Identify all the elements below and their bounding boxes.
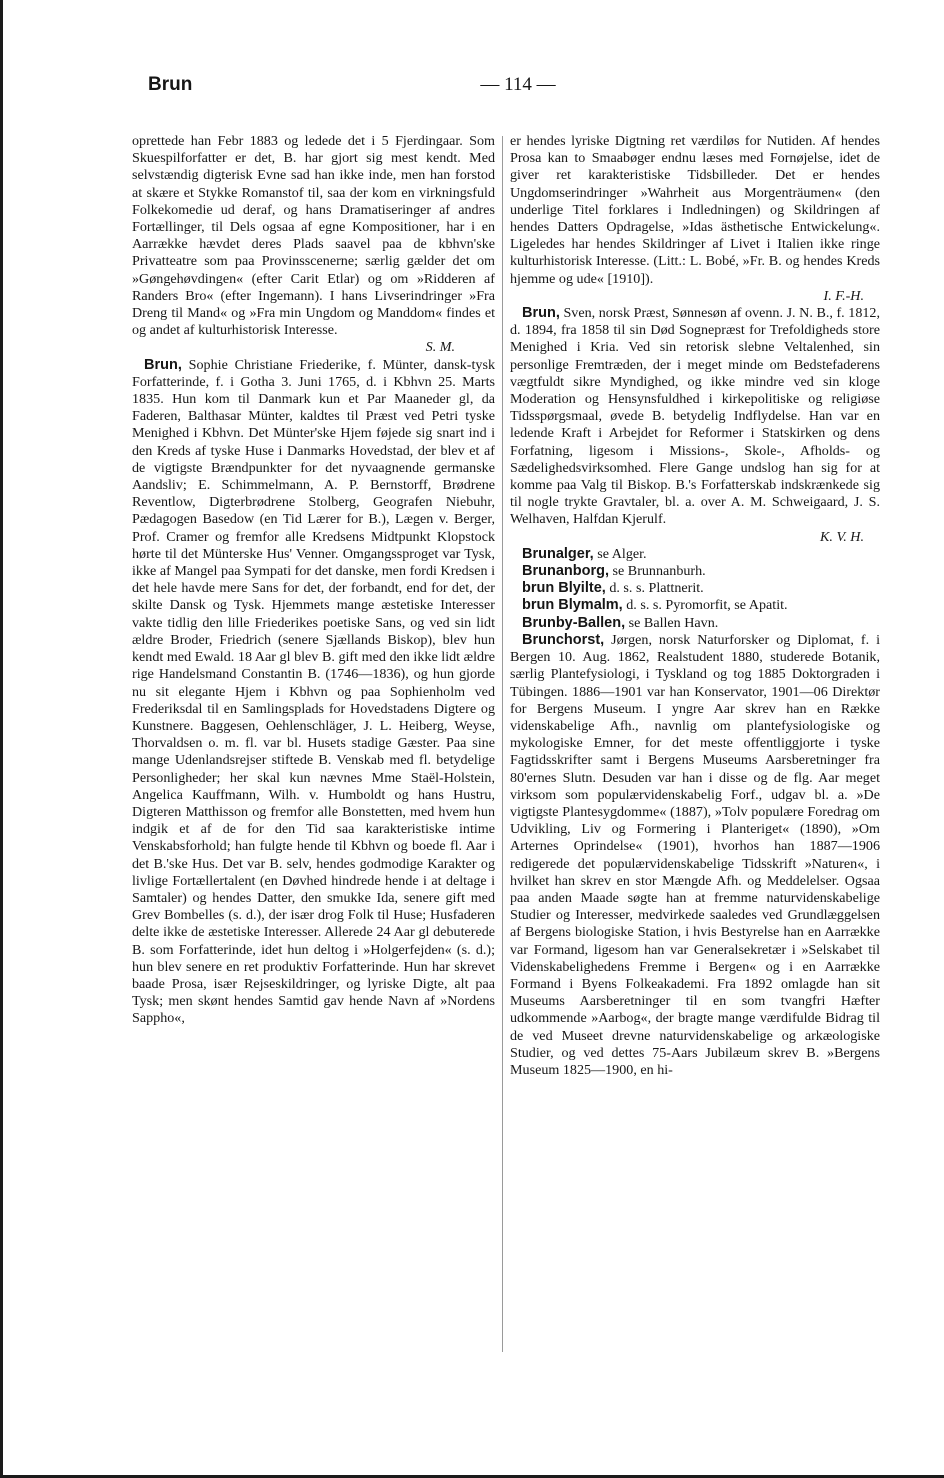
- cross-reference: se Brunnanburh.: [612, 563, 706, 580]
- entry-brunalger: [510, 546, 880, 563]
- cross-reference: d. s. s. Plattnerit.: [609, 580, 704, 597]
- entry-headword: Brunby-Ballen,: [522, 614, 626, 631]
- entry-headword: brun Blymalm,: [522, 597, 623, 614]
- entry-headword: Brunanborg,: [522, 563, 609, 580]
- continued-paragraph: [132, 133, 495, 357]
- entry-headword: Brunchorst,: [522, 631, 605, 648]
- continued-paragraph: [510, 133, 880, 305]
- entry-headword: Brunalger,: [522, 545, 594, 562]
- author-signature: S. M.: [425, 339, 455, 356]
- scan-edge-left: [0, 0, 3, 1478]
- entry-text: Jørgen, norsk Naturforsker og Diplomat, f. i Bergen 10. Aug. 1862, Realstudent 1880, studerede Botanik, særlig Plantefysiologi, i Tyskland og tog 1885 Doktorgraden i Tübingen. 1886—1901 var han Konservator, 1901—06 Direktør for Bergens Museum. I yngre Aar skrev han en Række videnskabelige Afh., navnlig om plantefysiologiske og mykologiske Emner, for det meste offentliggjorte i tyske Fagtidsskrifter samt i Bergens Museums Aarsberetninger fra 80'ernes Slutn. Desuden var han i disse og de flg. Aar meget virksom som populærvidenskabelig Forf., udgav bl. a. »De vigtigste Plantesygdomme« (1887), »Tolv populære Foredrag om Udvikling, Liv og Formering i Planteriget« (1890), »Om Arternes Oprindelse« (1901), hvorhos han 1887—1906 redigerede det populærvidenskabelige Tidsskrift »Naturen«, i hvilket han skrev en stor Mængde Afh. og Meddelelser. Ogsaa paa anden Maade søgte han at fremme naturvidenskabelige Studier og Interesser, medvirkede saaledes ved Grundlæggelsen af Bergens biologiske Station, i hvis Bestyrelse han en Aarrække var Formand, ligesom han var Generalsekretær i »Selskabet til Videnskabelighedens Fremme i Bergen« og i en Aarrække Formand i Byens Folkeakademi. Fra 1892 omlagde han sit Museums Aarsberetninger til en som tvangfri Hæfter udkommende »Aarbog«, der bragte mange værdifulde Bidrag til de ved Museet drevne naturvidenskabelige og arkæologiske Studier, og ved dettes 75-Aars Jubilæum skrev B. »Bergens Museum 1825—1900, en hi-: [510, 631, 880, 1078]
- entry-brunby-ballen: [510, 615, 880, 632]
- entry-sven-brun: [510, 305, 880, 546]
- cross-reference: d. s. s. Pyromorfit, se Apatit.: [626, 597, 788, 614]
- right-column: [510, 133, 880, 1079]
- entry-headword: brun Blyilte,: [522, 580, 606, 597]
- left-column: [132, 133, 495, 1028]
- entry-brunanborg: [510, 563, 880, 580]
- column-divider: [502, 136, 503, 1352]
- author-signature: K. V. H.: [820, 528, 864, 545]
- entry-text: Sven, norsk Præst, Sønnesøn af ovenn. J. N. B., f. 1812, d. 1894, fra 1858 til sin Død Sognepræst for Trefoldigheds store Menighed i Kria. Ved sin retorisk slebne Veltalenhed, sin personlige Fremtræden, der i meget minde om Bedstefaderens vægtfuldt sikre Myndighed, og ikke mindre ved sin kloge Moderation og Hensynsfuldhed i kirkepolitiske og religiøse Tidsspørgsmaal, øvede B. betydelig Indflydelse. Han var en ledende Kraft i Arbejdet for Reformer i Statskirken og dens Forfatning, ligesom i Missions-, Skole-, Afholds- og Sædelighedsvirksomhed. Flere Gange undslog han sig for at komme paa Valg til Biskop. B.'s Forfatterskab indskrænkede sig til nogle trykte Gravtaler, bl. a. over A. M. Schweigaard, J. S. Welhaven, Halfdan Kjerulf.: [510, 305, 880, 528]
- entry-brun-blyilte: [510, 580, 880, 597]
- running-headword: Brun: [148, 74, 193, 95]
- author-signature: I. F.-H.: [823, 287, 864, 304]
- entry-headword: Brun,: [144, 356, 182, 373]
- entry-headword: Brun,: [522, 305, 560, 322]
- entry-sophie-brun: [132, 357, 495, 1028]
- paragraph-text: oprettede han Febr 1883 og ledede det i 5 Fjerdingaar. Som Skuespilforfatter er det, B. har gjort sig mest kendt. Med selvstændig digterisk Evne sad han ikke inde, men han forstod at skære et Stykke Romanstof til, saa der kom en virkningsfuld Folkekomedie ud deraf, og hans Dramatiseringer af andres Fortællinger, til Dels ogsaa af egne Kompositioner, har i en Aarrække hævdet deres Plads saavel paa de kbhvn'ske Privatteatre som paa Provinsscenerne; særlig gælder det om »Gøngehøvdingen« (efter Carit Etlar) og om »Ridderen af Randers Bro« (efter Ingemann). I hans Livserindringer »Fra Dreng til Mand« og »Fra min Ungdom og Manddom« findes et og andet af kulturhistorisk Interesse.: [132, 133, 495, 339]
- entry-brunchorst: [510, 632, 880, 1079]
- cross-reference: se Ballen Havn.: [628, 614, 719, 631]
- page-header: [148, 74, 888, 104]
- entry-text: Sophie Christiane Friederike, f. Münter, dansk-tysk Forfatterinde, f. i Gotha 3. Juni 1765, d. i Kbhvn 25. Marts 1835. Hun kom til Danmark kun et Par Maaneder gl, da Faderen, Balthasar Münter, kaldtes til Præst ved Petri tyske Menighed i Kbhvn. Det Münter'ske Hjem føjede sig snart ind i den Kreds af tyske Huse i Danmarks Hovedstad, der blev et af de vigtigste Brændpunkter for det nyvaagnende germanske Aandsliv; E. Schimmelmann, A. P. Bernstorff, Brødrene Reventlow, Digterbrødrene Stolberg, Geografen Niebuhr, Pædagogen Basedow (en Tid Lærer for B.), Lægen v. Berger, Prof. Cramer og fremfor alle Kredsens Midtpunkt Klopstock hørte til det Münterske Hus' Venner. Omgangssproget var Tysk, ikke af Mangel paa Sympati for det danske, men fordi Kredsen i det hele havde mere Sans for det, der forbandt, end for det, der skilte Dansk og Tysk. Hjemmets mange æstetiske Interesser vakte tidlig den lille Friederikes poetiske Sans, og ved sin lidt ældre Broder, Friedrich (senere Sjællands Biskop), blev hun kendt med Ewald. 18 Aar gl blev B. gift med den ikke lidt ældre rige Handelsmand Constantin B. (1746—1836), og hun gjorde nu sit elegante Hjem i Kbhvn og paa Sophienholm ved Frederiksdal til en Samlingsplads for Hovedstadens Digtere og Kunstnere. Baggesen, Oehlenschläger, J. L. Heiberg, Weyse, Thorvaldsen o. m. fl. var bl. Husets stadige Gæster. Paa sine mange Udenlandsrejser stiftede B. Venskab med fl. betydelige Personligheder; her skal kun nævnes Mme Staël-Holstein, Angelica Kauffmann, Wilh. v. Humboldt og hans Hustru, Digteren Matthisson og fremfor alle Bonstetten, med hvem hun indgik et af de for den Tid saa karakteristiske intime Venskabsforhold; han fulgte hende til Kbhvn og boede fl. Aar i det B.'ske Hus. Det var B. selv, hendes godmodige Karakter og livlige Fortællertalent (en Døvhed hindrede hende i at deltage i Samtaler) og hendes Datter, den smukke Ida, senere gift med Grev Bombelles (s. d.), der især drog Folk til Huse; Husfaderen delte ikke de æstetiske Interesser. Allerede 24 Aar gl debuterede B. som Forfatterinde, idet hun deltog i »Holgerfejden« (s. d.); hun blev senere en ret produktiv Forfatterinde. Hun har skrevet baade Prosa, især Rejseskildringer, og lyriske Digte, alt paa Tysk; men skønt hendes Samtid gav hende Navn af »Nordens Sappho«,: [132, 356, 495, 1027]
- entry-brun-blymalm: [510, 597, 880, 614]
- cross-reference: se Alger.: [597, 545, 647, 562]
- page-number: — 114 —: [480, 74, 556, 95]
- paragraph-text: er hendes lyriske Digtning ret værdiløs for Nutiden. Af hendes Prosa kan to Smaabøger endnu læses med Fornøjelse, idet de giver ret karakteristiske Tidsbilleder. Det er hendes Ungdomserindringer »Wahrheit aus Morgenträumen« (den underlige Titel forklares i Indledningen) og Skildringen af hendes Datters Opdragelse, »Idas ästhetische Entwickelung«. Ligeledes har hendes Skildringer af Livet i Italien ikke ringe kulturhistorisk Interesse. (Litt.: L. Bobé, »Fr. B. og hendes Kreds hjemme og ude« [1910]).: [510, 133, 880, 287]
